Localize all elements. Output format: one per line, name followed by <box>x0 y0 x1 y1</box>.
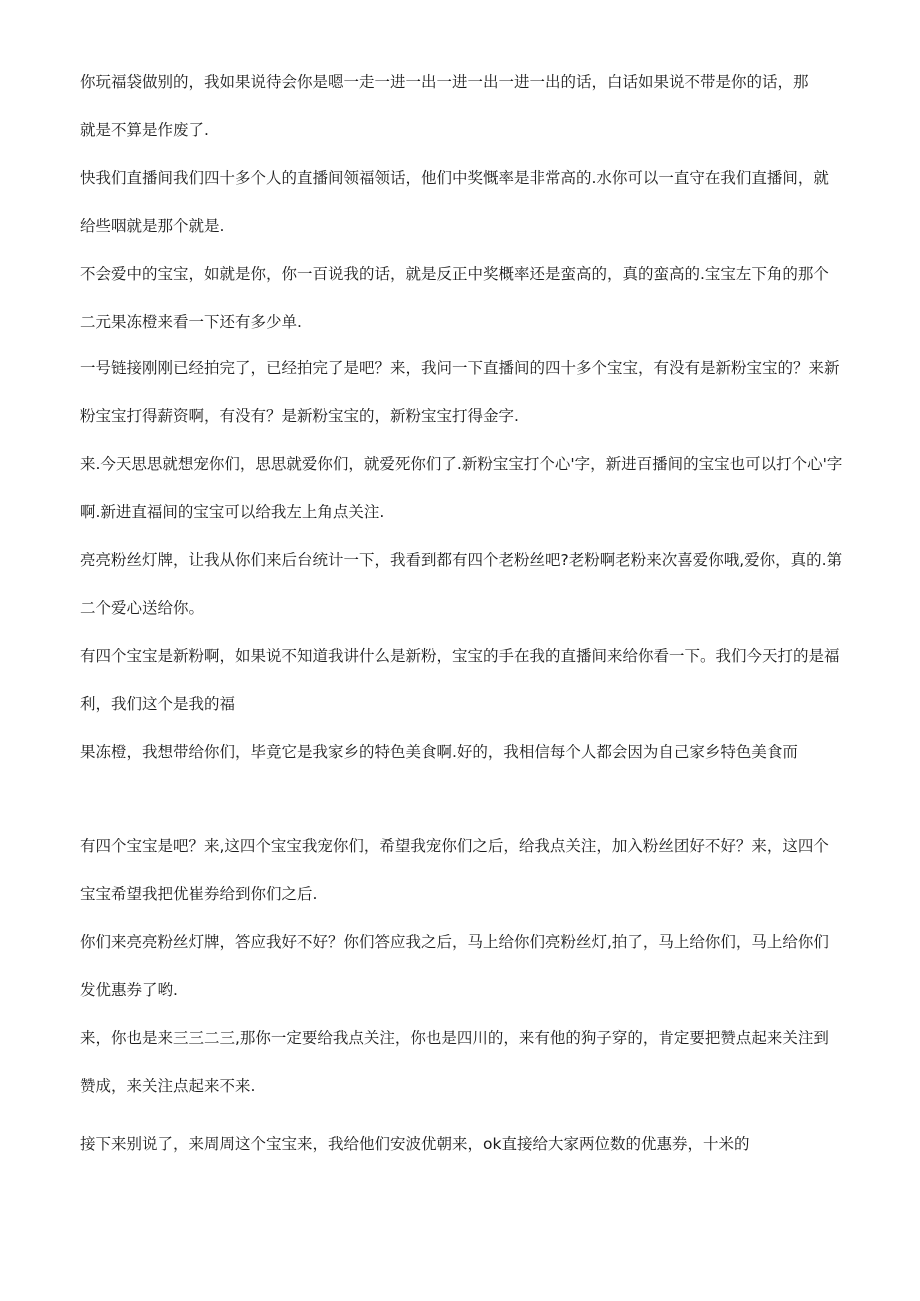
text-line: 给些咽就是那个就是. <box>80 217 225 235</box>
text-line: 一号链接刚刚已经拍完了，已经拍完了是吧？来，我问一下直播间的四十多个宝宝，有没有是新粉宝宝的？来新 <box>80 359 840 377</box>
text-line: 来，你也是来三三二三,那你一定要给我点关注，你也是四川的，来有他的狗子穿的，肯定要把赞点起来关注到 <box>80 1029 829 1047</box>
text-line: 你玩福袋做别的，我如果说待会你是嗯一走一进一出一进一出一进一出的话，白话如果说不带是你的话，那 <box>80 73 809 91</box>
text-line: 果冻橙，我想带给你们，毕竟它是我家乡的特色美食啊.好的，我相信每个人都会因为自己家乡特色美食而 <box>80 743 798 761</box>
text-line: 你们来亮亮粉丝灯牌，答应我好不好？你们答应我之后，马上给你们亮粉丝灯,拍了，马上给你们，马上给你们 <box>80 933 829 951</box>
text-line: 有四个宝宝是新粉啊，如果说不知道我讲什么是新粉，宝宝的手在我的直播间来给你看一下。我们今天打的是福 <box>80 647 840 665</box>
text-line: 利，我们这个是我的福 <box>80 695 236 713</box>
text-line: 二个爱心送给你。 <box>80 599 205 617</box>
text-line: 来.今天思思就想宠你们，思思就爱你们，就爱死你们了.新粉宝宝打个心'字，新进百播间的宝宝也可以打个心'字 <box>80 455 843 473</box>
text-line: 不会爱中的宝宝，如就是你，你一百说我的话，就是反正中奖概率还是蛮高的，真的蛮高的.宝宝左下角的那个 <box>80 265 829 283</box>
text-line: 有四个宝宝是吧？来,这四个宝宝我宠你们，希望我宠你们之后，给我点关注，加入粉丝团好不好？来，这四个 <box>80 837 829 855</box>
text-line: 快我们直播间我们四十多个人的直播间领福领话，他们中奖慨率是非常高的.水你可以一直守在我们直播间，就 <box>80 169 829 187</box>
text-line: 发优惠券了哟. <box>80 981 178 999</box>
text-line: 粉宝宝打得薪资啊，有没有？是新粉宝宝的，新粉宝宝打得金字. <box>80 407 519 425</box>
text-line: 就是不算是作废了. <box>80 121 209 139</box>
text-line: 接下来别说了，来周周这个宝宝来，我给他们安波优朝来，ok直接给大家两位数的优惠券，十米的 <box>80 1135 750 1153</box>
text-line: 二元果冻橙来看一下还有多少单. <box>80 313 302 331</box>
text-line: 赞成，来关注点起来不来. <box>80 1077 256 1095</box>
text-line: 亮亮粉丝灯牌，让我从你们来后台统计一下，我看到都有四个老粉丝吧?老粉啊老粉来次喜爱你哦,爱你，真的.第 <box>80 551 843 569</box>
text-line: 宝宝希望我把优崔券给到你们之后. <box>80 885 318 903</box>
text-line: 啊.新进直福间的宝宝可以给我左上角点关注. <box>80 503 385 521</box>
